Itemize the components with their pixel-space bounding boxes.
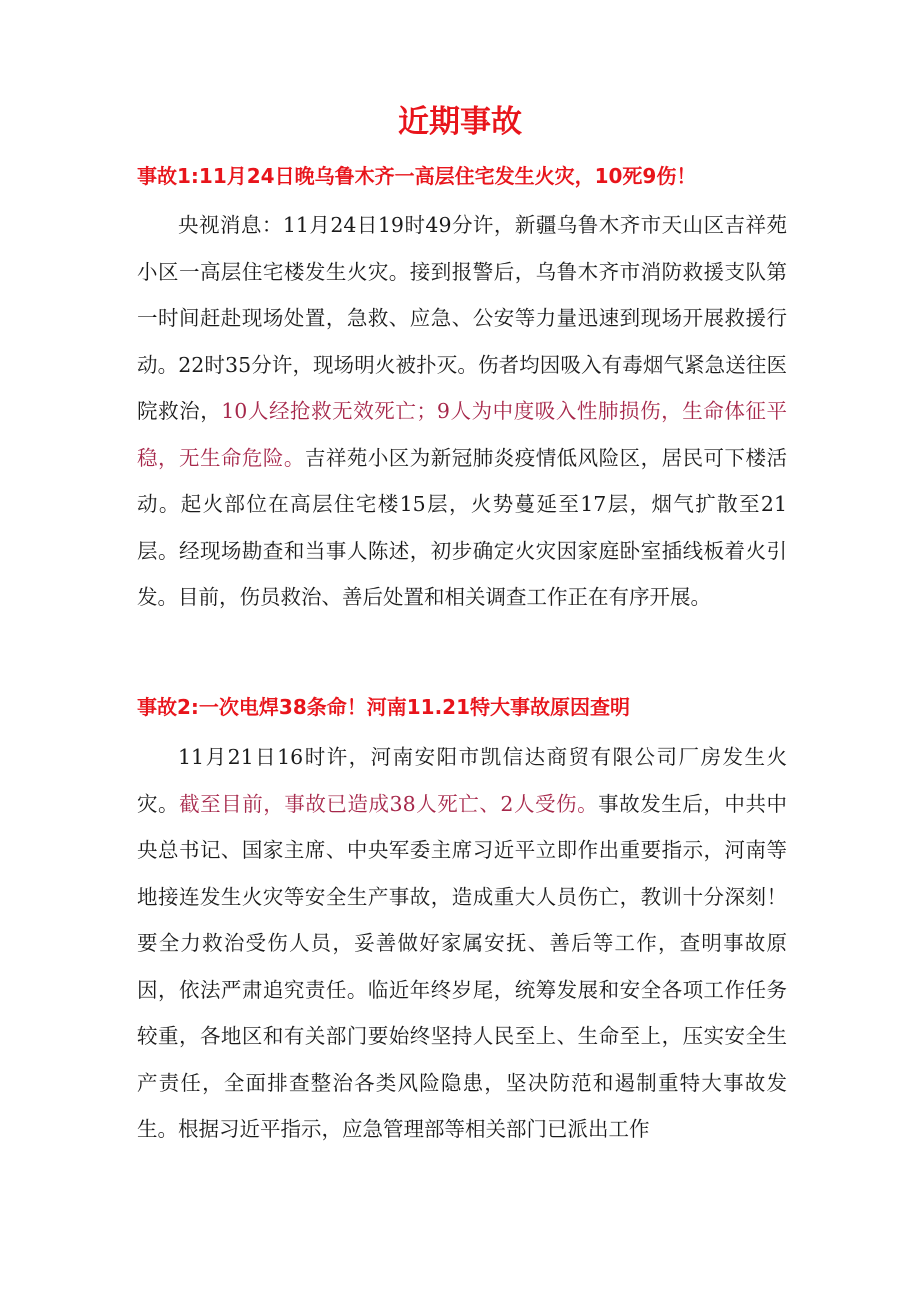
paragraph-text: 11月21日16时许，河南安阳市凯信达商贸有限公司厂房发生火灾。 (137, 745, 787, 816)
section-heading-2: 事故2:一次电焊38条命！河南11.21特大事故原因查明 (137, 695, 631, 719)
page-title: 近期事故 (398, 104, 522, 140)
paragraph-text: 央视消息：11月24日19时49分许，新疆乌鲁木齐市天山区吉祥苑小区一高层住宅楼发生火灾。接到报警后，乌鲁木齐市消防救援支队第一时间赶赴现场处置，急救、应急、公安等力量迅速到现场开展救援行动。22时35分许，现场明火被扑灭。伤者均因吸入有毒烟气紧急送往医院救治， (137, 213, 787, 423)
highlighted-text: 10人经抢救无效死亡；9人为中度吸入性肺损伤，生命体征平稳，无生命危险。 (137, 399, 787, 470)
paragraph-text: 吉祥苑小区为新冠肺炎疫情低风险区，居民可下楼活动。起火部位在高层住宅楼15层，火势蔓延至17层，烟气扩散至21层。经现场勘查和当事人陈述，初步确定火灾因家庭卧室插线板着火引发。目前，伤员救治、善后处置和相关调查工作正在有序开展。 (137, 445, 788, 609)
section-heading-1: 事故1:11月24日晚乌鲁木齐一高层住宅发生火灾，10死9伤！ (137, 164, 697, 188)
section-paragraph-1 (137, 202, 787, 621)
section-paragraph-2 (137, 734, 787, 1153)
highlighted-text: 截至目前，事故已造成38人死亡、2人受伤。 (179, 791, 599, 816)
paragraph-text: 事故发生后，中共中央总书记、国家主席、中央军委主席习近平立即作出重要指示，河南等地接连发生火灾等安全生产事故，造成重大人员伤亡，教训十分深刻！要全力救治受伤人员，妥善做好家属安抚、善后等工作，查明事故原因，依法严肃追究责任。临近年终岁尾，统筹发展和安全各项工作任务较重，各地区和有关部门要始终坚持人民至上、生命至上，压实安全生产责任，全面排查整治各类风险隐患，坚决防范和遏制重特大事故发生。根据习近平指示，应急管理部等相关部门已派出工作 (137, 791, 788, 1141)
